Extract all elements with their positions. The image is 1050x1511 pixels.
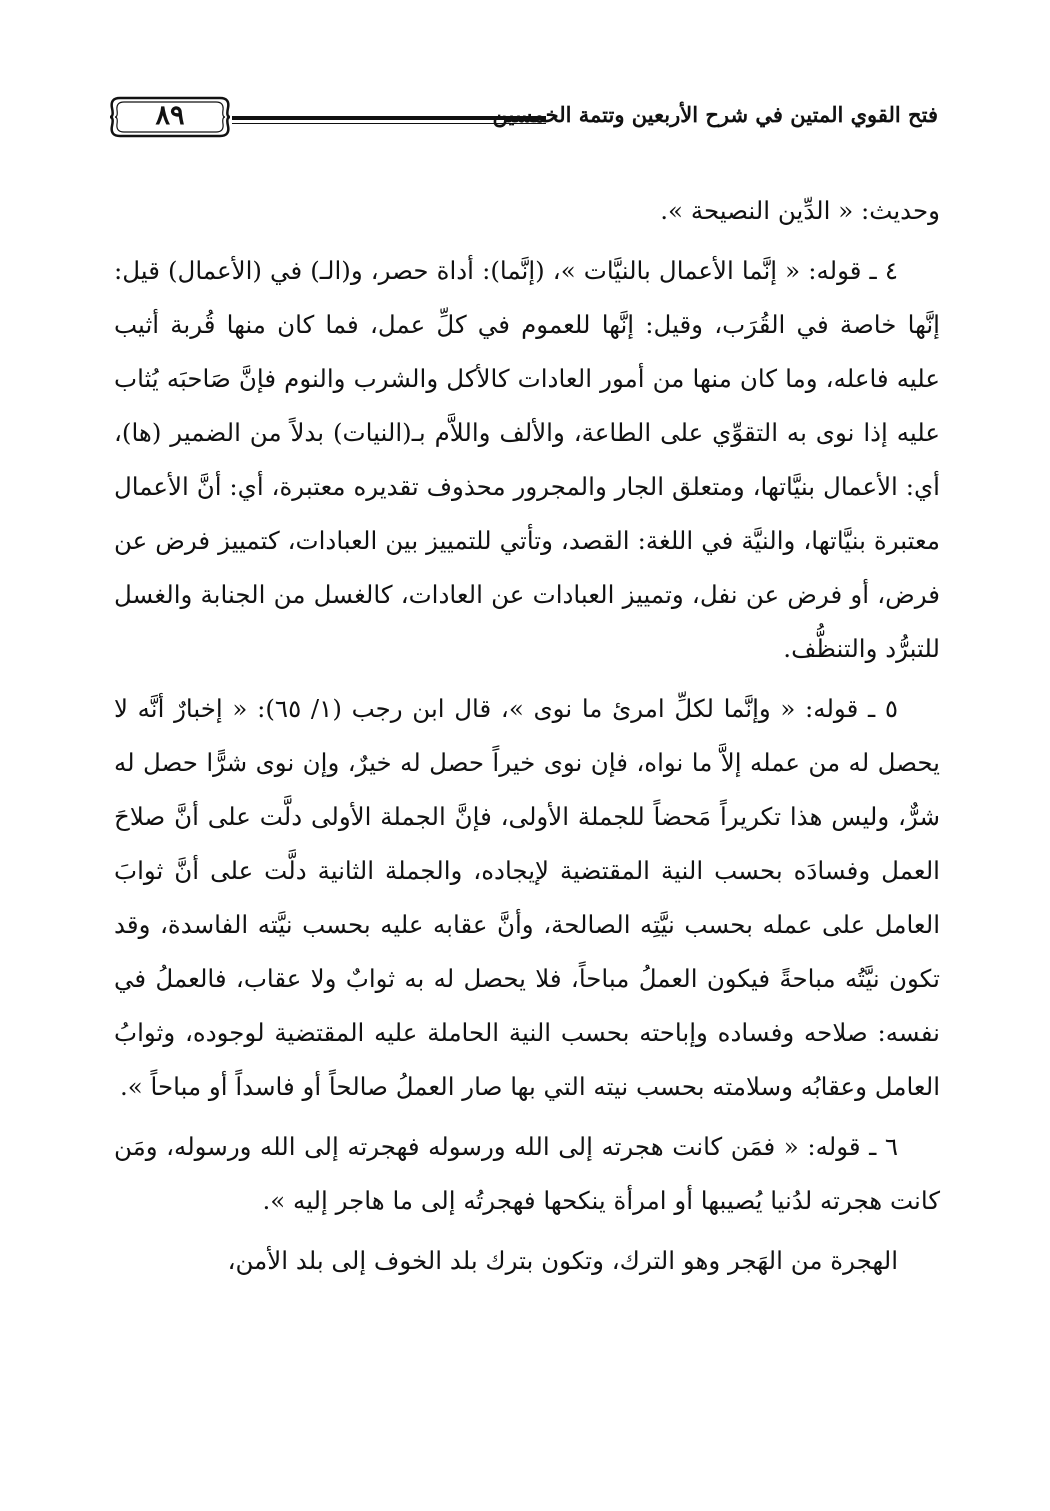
paragraph-note-6: ٦ ـ قوله: « فمَن كانت هجرته إلى الله ورسوله فهجرته إلى الله ورسوله، ومَن كانت هجرته لدُنيا يُصيبها أو امرأة ينكحها فهجرتُه إلى ما هاجر إليه ».	[114, 1132, 940, 1215]
paragraph-note-5: ٥ ـ قوله: « وإنَّما لكلِّ امرئ ما نوى »، قال ابن رجب (١/ ٦٥): « إخبارٌ أنَّه لا يحصل له من عمله إلاَّ ما نواه، فإن نوى خيراً حصل له خيرٌ، وإن نوى شرًّا حصل له شرٌّ، وليس هذا تكريراً مَحضاً للجملة الأولى، فإنَّ الجملة الأولى دلَّت على أنَّ صلاحَ العمل وفسادَه بحسب النية المقتضية لإيجاده، والجملة الثانية دلَّت على أنَّ ثوابَ العامل على عمله بحسب نيَّتِه الصالحة، وأنَّ عقابه عليه بحسب نيَّته الفاسدة، وقد تكون نيَّتُه مباحةً فيكون العملُ مباحاً، فلا يحصل له به ثوابٌ ولا عقاب، فالعملُ في نفسه: صلاحه وفساده وإباحته بحسب النية الحاملة عليه المقتضية لوجوده، وثوابُ العامل وعقابُه وسلامته بحسب نيته التي بها صار العملُ صالحاً أو فاسداً أو مباحاً ».	[114, 694, 940, 1101]
page-body	[114, 184, 940, 1294]
page-number-frame	[106, 92, 234, 142]
paragraph-note-4: ٤ ـ قوله: « إنَّما الأعمال بالنيَّات »، (إنَّما): أداة حصر، و(الـ) في (الأعمال) قيل: إنَّها خاصة في القُرَب، وقيل: إنَّها للعموم في كلِّ عمل، فما كان منها قُربة أثيب عليه فاعله، وما كان منها من أمور العادات كالأكل والشرب والنوم فإنَّ صَاحبَه يُثاب عليه إذا نوى به التقوِّي على الطاعة، والألف واللاَّم بـ(النيات) بدلاً من الضمير (ها)، أي: الأعمال بنيَّاتها، ومتعلق الجار والمجرور محذوف تقديره معتبرة، أي: أنَّ الأعمال معتبرة بنيَّاتها، والنيَّة في اللغة: القصد، وتأتي للتمييز بين العبادات، كتمييز فرض عن فرض، أو فرض عن نفل، وتمييز العبادات عن العادات، كالغسل من الجنابة والغسل للتبرُّد والتنظُّف.	[114, 256, 940, 663]
paragraph-hijra: الهجرة من الهَجر وهو الترك، وتكون بترك بلد الخوف إلى بلد الأمن،	[227, 1246, 898, 1275]
book-title: فتح القوي المتين في شرح الأربعين وتتمة الخمسين	[492, 102, 938, 127]
header-rule	[232, 116, 546, 120]
running-header	[100, 92, 938, 148]
paragraph-hadith-naseeha: وحديث: « الدِّين النصيحة ».	[660, 196, 940, 225]
page-number: ٨٩	[155, 100, 185, 131]
